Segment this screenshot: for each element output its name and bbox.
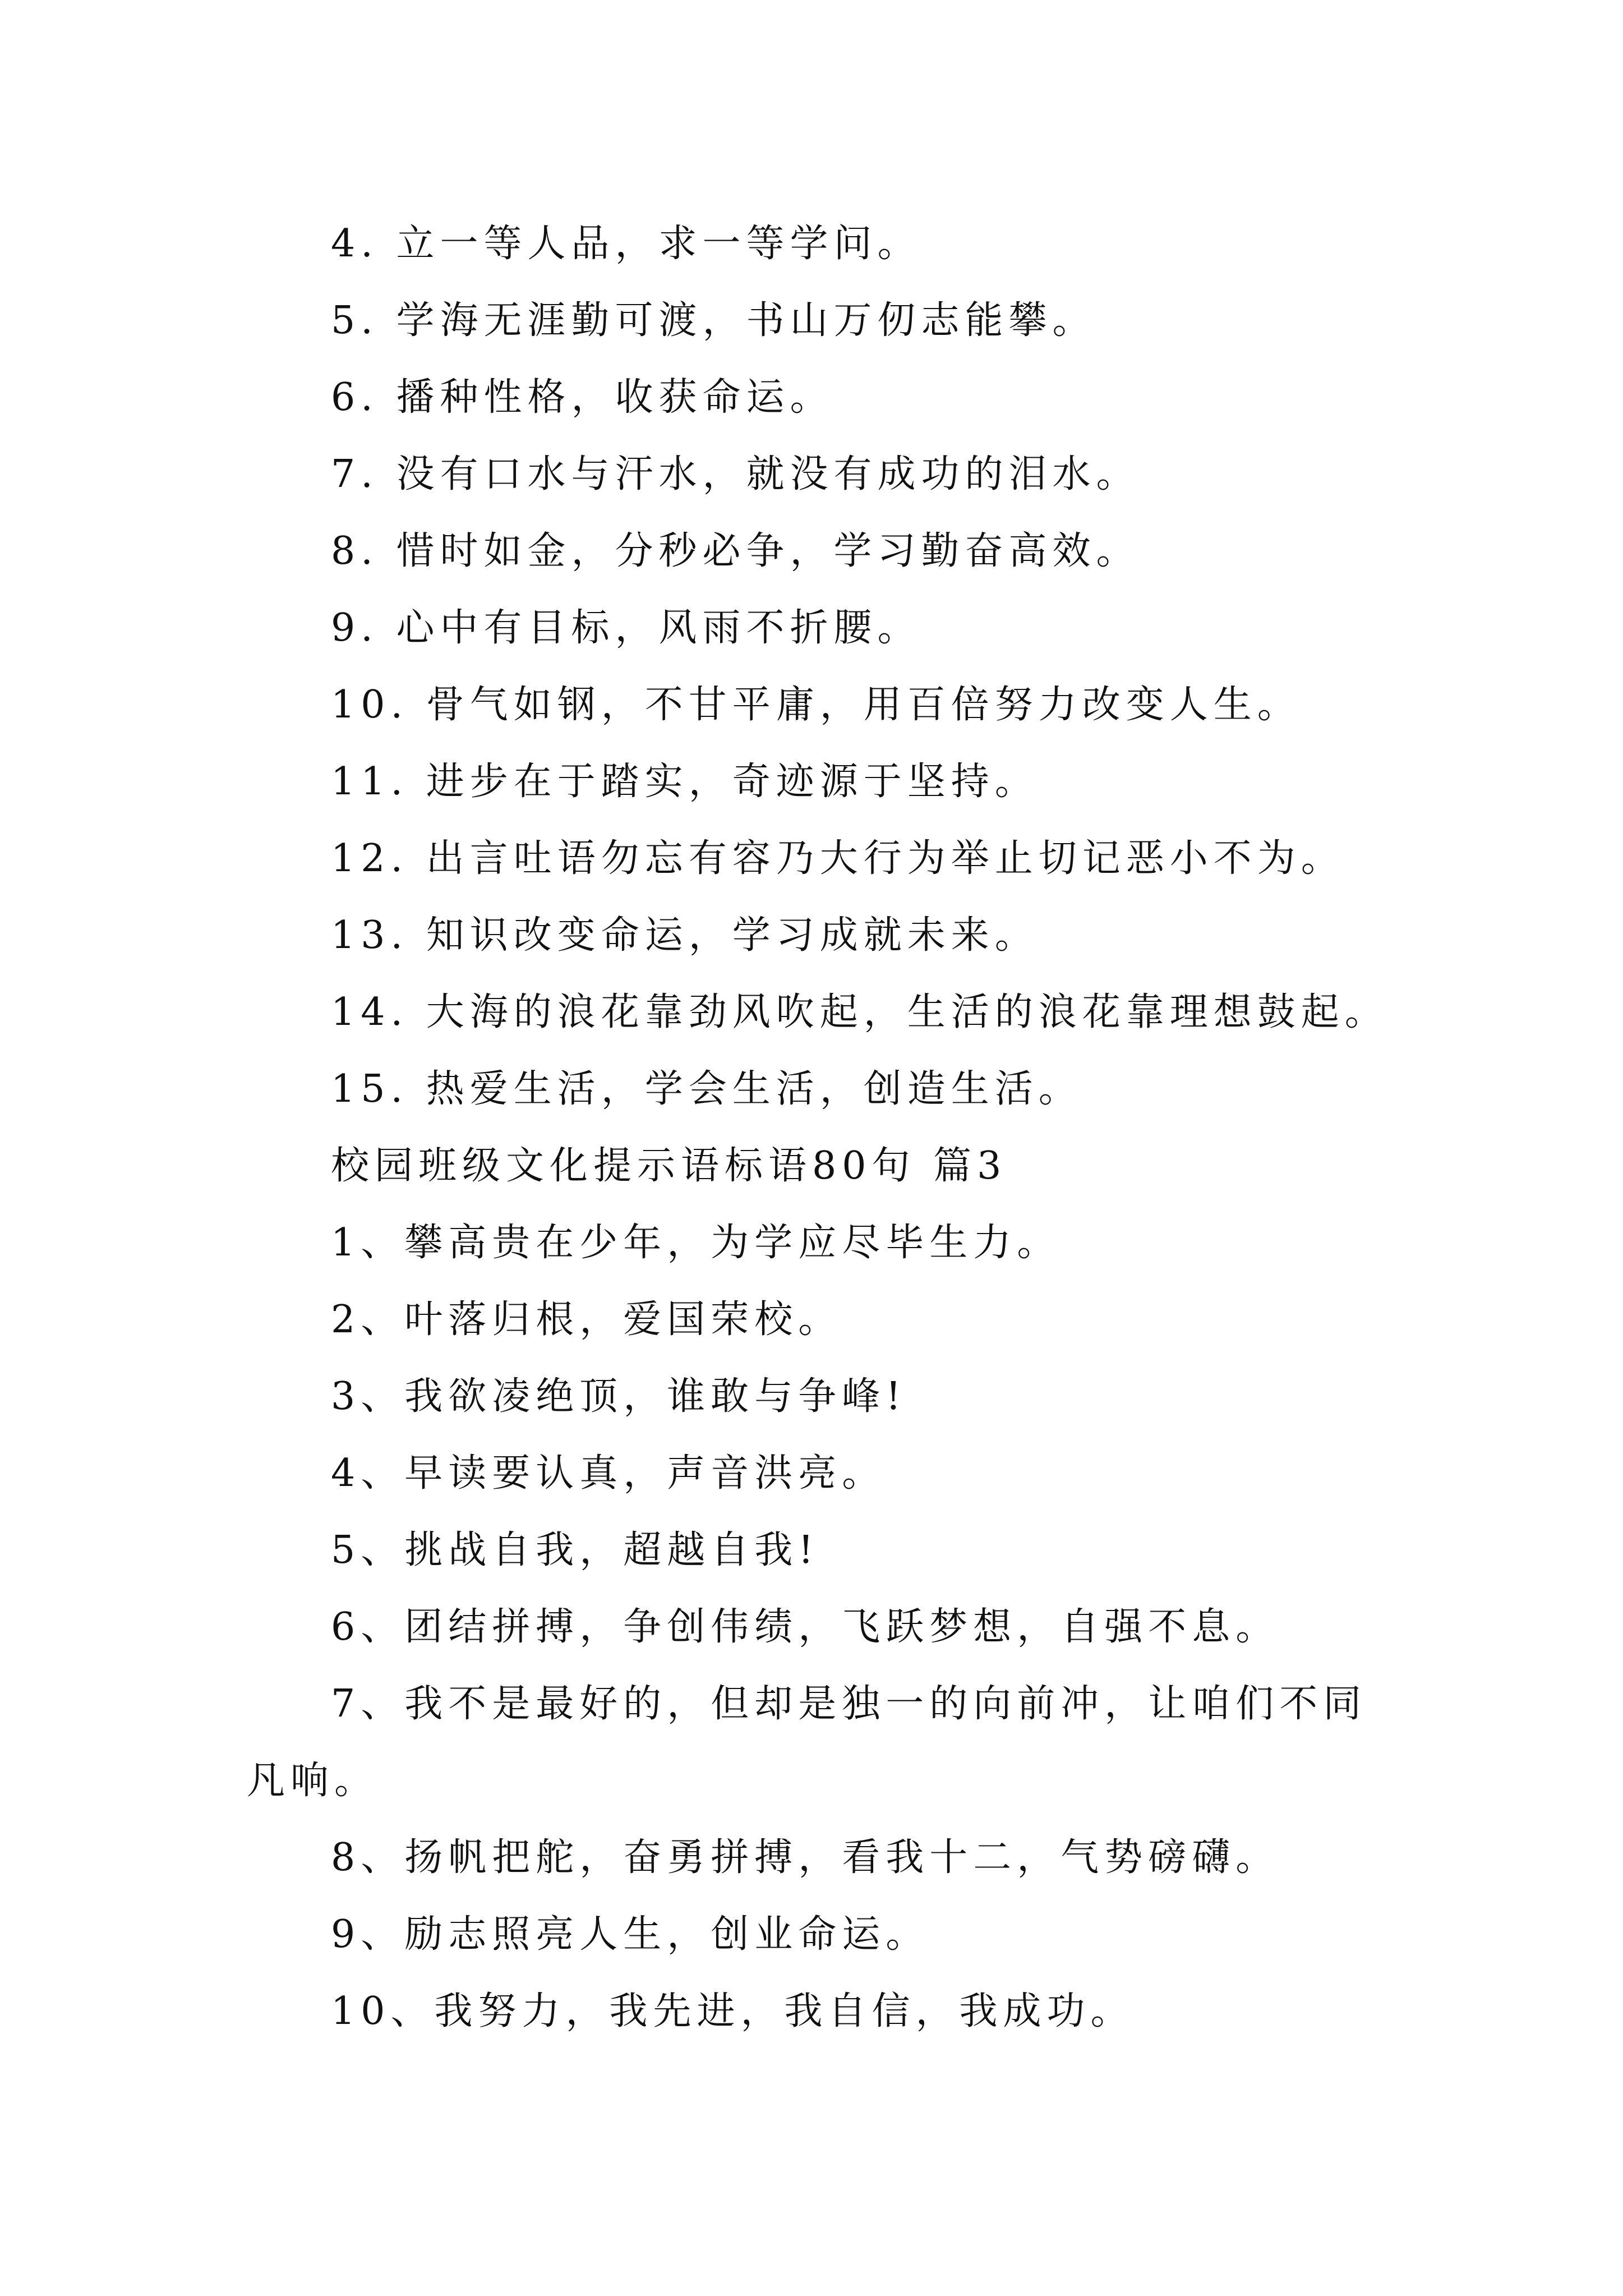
text-line: 5. 学海无涯勤可渡，书山万仞志能攀。 bbox=[331, 298, 1096, 343]
text-line: 2、叶落归根，爱国荣校。 bbox=[331, 1297, 842, 1342]
text-line: 6. 播种性格，收获命运。 bbox=[331, 375, 834, 420]
text-line: 14. 大海的浪花靠劲风吹起，生活的浪花靠理想鼓起。 bbox=[331, 990, 1389, 1034]
text-line: 13. 知识改变命运，学习成就未来。 bbox=[331, 913, 1039, 958]
text-line: 5、挑战自我，超越自我! bbox=[331, 1528, 819, 1572]
text-line-continuation: 凡响。 bbox=[247, 1759, 379, 1803]
text-line: 9、励志照亮人生，创业命运。 bbox=[331, 1912, 930, 1957]
text-line: 3、我欲凌绝顶，谁敢与争峰! bbox=[331, 1374, 907, 1419]
text-line: 10、我努力，我先进，我自信，我成功。 bbox=[331, 1989, 1135, 2033]
text-line: 6、团结拼搏，争创伟绩，飞跃梦想，自强不息。 bbox=[331, 1605, 1280, 1649]
section-heading: 校园班级文化提示语标语80句 篇3 bbox=[331, 1144, 1007, 1188]
text-line: 7、我不是最好的，但却是独一的向前冲，让咱们不同 bbox=[331, 1682, 1367, 1726]
text-line: 11. 进步在于踏实，奇迹源于坚持。 bbox=[331, 760, 1039, 804]
text-line: 4、早读要认真，声音洪亮。 bbox=[331, 1451, 886, 1496]
text-line: 8、扬帆把舵，奋勇拼搏，看我十二，气势磅礴。 bbox=[331, 1835, 1280, 1880]
text-line: 1、攀高贵在少年，为学应尽毕生力。 bbox=[331, 1221, 1061, 1265]
text-line: 15. 热爱生活，学会生活，创造生活。 bbox=[331, 1067, 1082, 1111]
text-line: 4. 立一等人品，求一等学问。 bbox=[331, 222, 921, 266]
text-line: 10. 骨气如钢，不甘平庸，用百倍努力改变人生。 bbox=[331, 683, 1301, 727]
text-line: 8. 惜时如金，分秒必争，学习勤奋高效。 bbox=[331, 529, 1140, 573]
text-line: 9. 心中有目标，风雨不折腰。 bbox=[331, 606, 921, 650]
text-line: 12. 出言吐语勿忘有容乃大行为举止切记恶小不为。 bbox=[331, 836, 1345, 881]
text-line: 7. 没有口水与汗水，就没有成功的泪水。 bbox=[331, 452, 1140, 496]
